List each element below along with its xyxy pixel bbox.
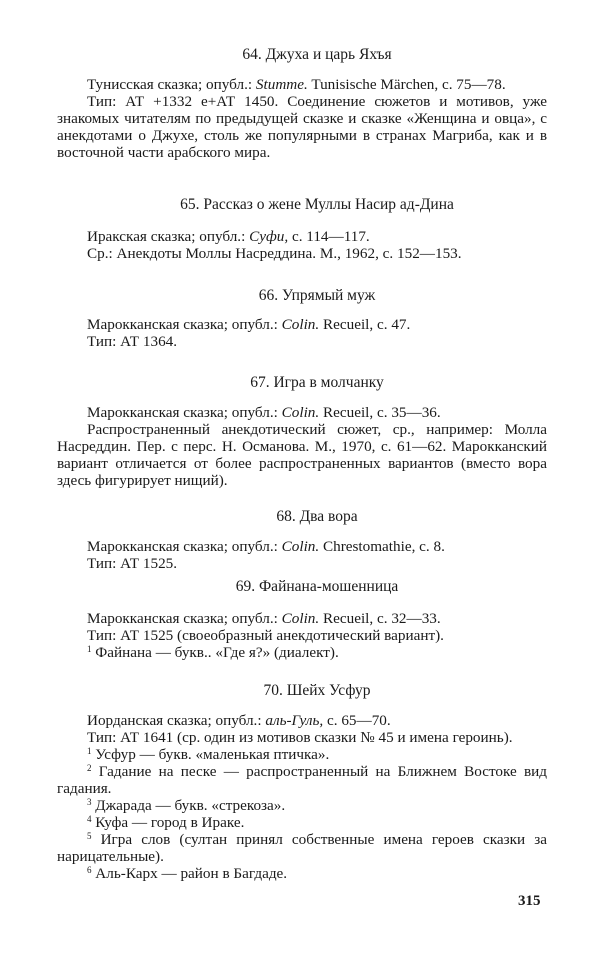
footnote: $^1$ Файнана — букв.. «Где я?» (диалект). <box>87 644 339 661</box>
footnote: $^1$ Усфур — букв. «маленькая птичка». <box>87 746 330 763</box>
entry-type: Тип: АТ 1525 (своеобразный анекдотический вариант). <box>87 627 444 644</box>
entry-title-70: 70. Шейх Усфур <box>263 682 371 699</box>
entry-source: Марокканская сказка; опубл.: Colin. Chrestomathie, с. 8. <box>87 538 445 555</box>
entry-note: Распространенный анекдотический сюжет, ср., например: Молла Насреддин. Пер. с перс. Н. Османова. М., 1970, с. 61—62. Марокканский вариант отличается от более распространенных вариантов (вместо вора здесь фигурирует нищий). <box>57 421 547 489</box>
entry-source: Марокканская сказка; опубл.: Colin. Recueil, с. 32—33. <box>87 610 441 627</box>
page-number: 315 <box>518 893 541 909</box>
entry-title-64: 64. Джуха и царь Яхъя <box>242 46 392 63</box>
entry-body-67 <box>57 404 547 489</box>
entry-body-70 <box>57 712 548 882</box>
entry-source: Марокканская сказка; опубл.: Colin. Recueil, с. 47. <box>87 316 411 333</box>
entry-title-69: 69. Файнана-мошенница <box>235 578 399 595</box>
entry-source: Иорданская сказка; опубл.: аль-Гуль, с. 65—70. <box>87 712 391 729</box>
footnote: $^6$ Аль-Карх — район в Багдаде. <box>87 865 288 882</box>
footnote: $^2$ Гадание на песке — распространенный на Ближнем Востоке вид гадания. <box>57 763 548 797</box>
entry-type: Тип: АТ 1364. <box>87 333 178 350</box>
entry-title-66: 66. Упрямый муж <box>258 287 376 304</box>
footnote: $^5$ Игра слов (султан принял собственные имена героев сказки за нарицательные). <box>57 831 547 865</box>
entry-body-68 <box>87 538 547 572</box>
footnote: $^3$ Джарада — букв. «стрекоза». <box>87 797 286 814</box>
entry-body-69 <box>87 610 547 661</box>
footnote: $^4$ Куфа — город в Ираке. <box>87 814 245 831</box>
entry-type: Тип: АТ 1525. <box>87 555 178 572</box>
entry-note: Ср.: Анекдоты Моллы Насреддина. М., 1962, с. 152—153. <box>87 245 462 262</box>
entry-title-67: 67. Игра в молчанку <box>250 374 384 391</box>
entry-source: Тунисская сказка; опубл.: Stumme. Tunisische Märchen, с. 75—78. <box>87 76 506 93</box>
entry-title-68: 68. Два вора <box>276 508 358 525</box>
entry-body-66 <box>87 316 547 350</box>
entry-body-64 <box>57 76 547 161</box>
entry-type: Тип: АТ +1332 e+АТ 1450. Соединение сюжетов и мотивов, уже знакомых читателям по предыдущей сказке и сказке «Женщина и овца», с анекдотами о Джухе, столь же популярными в странах Магриба, как и в восточной части арабского мира. <box>57 93 547 161</box>
entry-body-65 <box>87 228 547 262</box>
entry-source: Марокканская сказка; опубл.: Colin. Recueil, с. 35—36. <box>87 404 441 421</box>
entry-title-65: 65. Рассказ о жене Муллы Насир ад-Дина <box>180 196 454 213</box>
entry-source: Иракская сказка; опубл.: Суфи, с. 114—117. <box>87 228 370 245</box>
entry-type: Тип: АТ 1641 (ср. один из мотивов сказки № 45 и имена героинь). <box>87 729 513 746</box>
